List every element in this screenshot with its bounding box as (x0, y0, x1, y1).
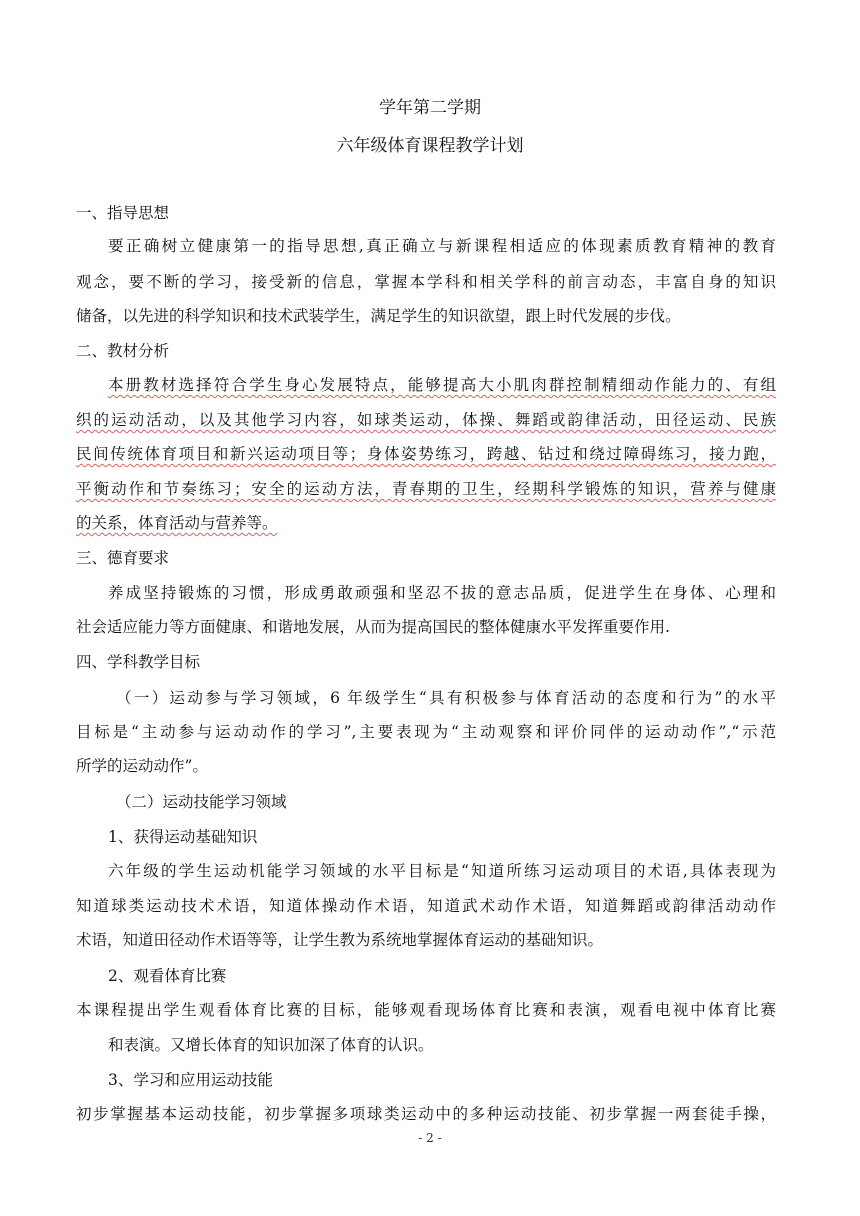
paragraph-line: 本册教材选择符合学生身心发展特点，能够提高大小肌肉群控制精细动作能力的、有组 (108, 376, 776, 394)
paragraph-line: 平衡动作和节奏练习；安全的运动方法，青春期的卫生，经期科学锻炼的知识，营养与健康 (76, 480, 776, 498)
document-title-line2: 六年级体育课程教学计划 (336, 136, 524, 156)
paragraph-line: （一）运动参与学习领域，6 年级学生“具有积极参与体育活动的态度和行为”的水平 (116, 689, 776, 707)
paragraph-line: 民间传统体育项目和新兴运动项目等；身体姿势练习，跨越、钻过和绕过障碍练习，接力跑， (76, 445, 776, 463)
paragraph-line: 观念，要不断的学习，接受新的信息，掌握本学科和相关学科的前言动态，丰富自身的知识 (76, 273, 776, 291)
section-heading-guiding-ideology: 一、指导思想 (76, 204, 170, 222)
paragraph-line: 术语，知道田径动作术语等等，让学生教为系统地掌握体育运动的基础知识。 (76, 931, 604, 949)
subsection-heading-skills: （二）运动技能学习领域 (116, 793, 287, 811)
paragraph-line-text: 的关系，体育活动与营养等。 (76, 514, 278, 532)
paragraph-line: 养成坚持锻炼的习惯，形成勇敢顽强和坚忍不拔的意志品质，促进学生在身体、心理和 (108, 584, 776, 602)
section-heading-teaching-goals: 四、学科教学目标 (76, 653, 201, 671)
item-heading-basic-knowledge: 1、获得运动基础知识 (108, 828, 258, 846)
paragraph-line: 所学的运动动作”。 (76, 757, 208, 775)
paragraph-line: 六年级的学生运动机能学习领域的水平目标是“知道所练习运动项目的术语,具体表现为 (108, 862, 776, 880)
document-title-line1: 学年第二学期 (379, 98, 481, 118)
section-heading-moral-requirements: 三、德育要求 (76, 549, 170, 567)
paragraph-line: 储备，以先进的科学知识和技术武装学生，满足学生的知识欲望，跟上时代发展的步伐。 (76, 307, 681, 325)
paragraph-line: 初步掌握基本运动技能，初步掌握多项球类运动中的多种运动技能、初步掌握一两套徒手操， (76, 1105, 776, 1123)
paragraph-line: 和表演。又增长体育的知识加深了体育的认识。 (108, 1036, 434, 1054)
section-heading-textbook-analysis: 二、教材分析 (76, 342, 170, 360)
paragraph-line: 目标是“主动参与运动动作的学习”,主要表现为“主动观察和评价同伴的运动动作”,“示范 (76, 723, 776, 741)
paragraph-line: 要正确树立健康第一的指导思想,真正确立与新课程相适应的体现素质教育精神的教育 (108, 237, 776, 255)
paragraph-line: 社会适应能力等方面健康、和谐地发展，从而为提高国民的整体健康水平发挥重要作用. (76, 618, 670, 636)
paragraph-line: 织的运动活动，以及其他学习内容，如球类运动，体操、舞蹈或韵律活动，田径运动、民族 (76, 411, 776, 429)
paragraph-line: 知道球类运动技术术语，知道体操动作术语，知道武术动作术语，知道舞蹈或韵律活动动作 (76, 897, 776, 915)
paragraph-line: 本课程提出学生观看体育比赛的目标，能够观看现场体育比赛和表演，观看电视中体育比赛 (76, 1001, 776, 1019)
page-number: - 2 - (418, 1131, 442, 1145)
item-heading-apply-skills: 3、学习和应用运动技能 (108, 1071, 273, 1089)
paragraph-line (76, 513, 776, 533)
item-heading-watch-games: 2、观看体育比赛 (108, 967, 227, 985)
